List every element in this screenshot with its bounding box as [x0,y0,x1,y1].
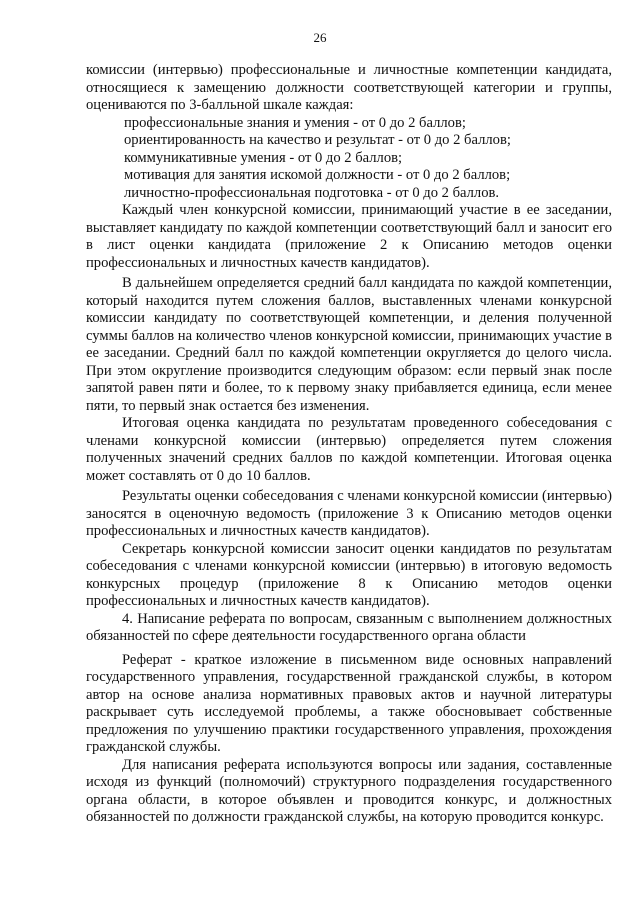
paragraph-essay-definition: Реферат - краткое изложение в письменном виде основных направлений государственного управления, государственной гражданской службы, в котором автор на основе анализа нормативных правовых актов и научной литературы раскрывает суть исследуемой проблемы, а также обосновывает собственные предложения по улучшению практики государственного управления, прохождения гражданской службы. [86,651,612,755]
list-item: профессиональные знания и умения - от 0 до 2 баллов; [124,114,466,131]
paragraph-intro: комиссии (интервью) профессиональные и личностные компетенции кандидата, относящиеся к замещению должности соответствующей категории и группы, оцениваются по 3-балльной шкале каждая: [86,62,612,113]
paragraph-final-score: Итоговая оценка кандидата по результатам проведенного собеседования с членами конкурсной комиссии (интервью) определяется путем сложения полученных значений средних баллов по каждой компетенции. Итоговая оценка может составлять от 0 до 10 баллов. [86,415,612,484]
list-item: ориентированность на качество и результат - от 0 до 2 баллов; [124,132,511,148]
list-item: мотивация для занятия искомой должности - от 0 до 2 баллов; [124,167,511,183]
competence-list [86,115,612,203]
paragraph-secretary: Секретарь конкурсной комиссии заносит оценки кандидатов по результатам собеседования с членами конкурсной комиссии (интервью) в итоговую ведомость конкурсных процедур (приложение 8 к Описанию методов оценки профессиональных и личностных качеств кандидатов). [86,540,612,609]
list-item: личностно-профессиональная подготовка - от 0 до 2 баллов. [124,184,500,201]
paragraph-essay-questions: Для написания реферата используются вопросы или задания, составленные исходя из функций (полномочий) структурного подразделения государственного органа области, в которое объявлен и проводится конкурс, и должностных обязанностей по должности гражданской службы, на которую проводится конкурс. [86,756,612,825]
page-number: 26 [313,30,327,45]
list-item: коммуникативные умения - от 0 до 2 баллов; [124,149,403,166]
section-heading: 4. Написание реферата по вопросам, связанным с выполнением должностных обязанностей по сфере деятельности государственного органа области [86,610,612,644]
paragraph-average: В дальнейшем определяется средний балл кандидата по каждой компетенции, который находится путем сложения баллов, выставленных членами конкурсной комиссии кандидату по соответствующей компетенции, и деления полученной суммы баллов на количество членов конкурсной комиссии, принимающих участие в ее заседании. Средний балл по каждой компетенции округляется до целого числа. При этом округление производится следующим образом: если первый знак после запятой равен пяти и более, то к первому знаку прибавляется единица, если менее пяти, то первый знак остается без изменения. [86,275,612,414]
paragraph-results: Результаты оценки собеседования с членами конкурсной комиссии (интервью) заносятся в оценочную ведомость (приложение 3 к Описанию методов оценки профессиональных и личностных качеств кандидатов). [86,488,612,539]
document-body [86,62,612,827]
paragraph-scoring: Каждый член конкурсной комиссии, принимающий участие в ее заседании, выставляет кандидату по каждой компетенции соответствующий балл и заносит его в лист оценки кандидата (приложение 2 к Описанию методов оценки профессиональных и личностных качеств кандидатов). [86,202,612,271]
